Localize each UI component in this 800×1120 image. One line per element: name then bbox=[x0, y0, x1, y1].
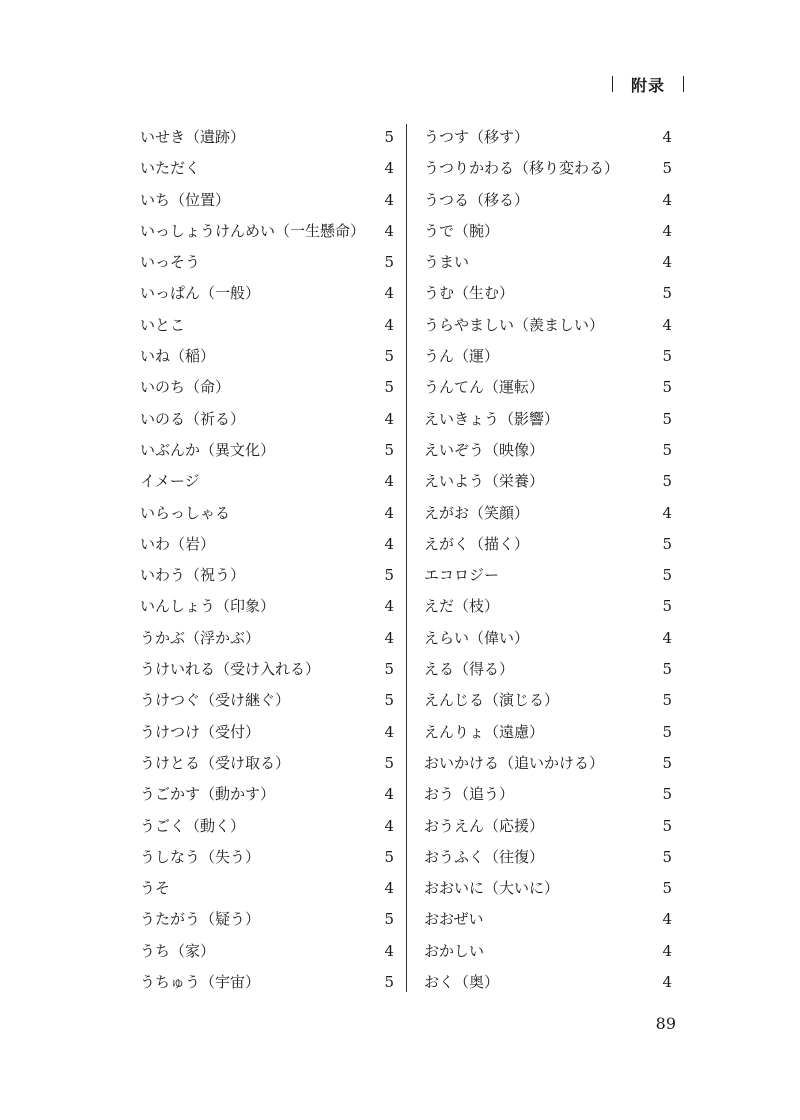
vocab-entry bbox=[140, 811, 394, 842]
vocab-entry bbox=[140, 372, 394, 403]
vocab-word: いとこ bbox=[140, 315, 186, 334]
vocab-level: 4 bbox=[662, 221, 672, 240]
vocab-entry bbox=[424, 153, 672, 184]
vocab-level: 5 bbox=[384, 910, 394, 929]
vocab-level: 5 bbox=[384, 691, 394, 710]
vocab-entry bbox=[424, 811, 672, 842]
vocab-entry bbox=[424, 779, 672, 810]
vocab-level: 5 bbox=[384, 378, 394, 397]
vocab-word: おうえん（応援） bbox=[424, 816, 545, 835]
vocab-entry bbox=[140, 341, 394, 372]
vocab-word: うで（腕） bbox=[424, 221, 500, 240]
vocab-word: うむ（生む） bbox=[424, 284, 515, 303]
vocab-entry bbox=[424, 967, 672, 998]
vocab-entry bbox=[140, 623, 394, 654]
vocab-word: うつす（移す） bbox=[424, 128, 530, 146]
vocab-entry bbox=[140, 748, 394, 779]
vocab-word: うたがう（疑う） bbox=[140, 910, 261, 929]
vocab-level: 5 bbox=[662, 409, 672, 428]
vocab-word: うけとる（受け取る） bbox=[140, 753, 291, 772]
vocab-entry bbox=[424, 654, 672, 685]
vocab-level: 4 bbox=[662, 973, 672, 992]
vocabulary-list-right bbox=[424, 122, 672, 998]
vocab-entry bbox=[140, 779, 394, 810]
vocab-word: おかしい bbox=[424, 941, 485, 960]
vocabulary-list-left bbox=[140, 122, 394, 998]
vocab-level: 5 bbox=[662, 660, 672, 679]
vocab-word: いのち（命） bbox=[140, 378, 231, 397]
vocab-entry bbox=[140, 654, 394, 685]
vocab-entry bbox=[424, 904, 672, 935]
vocab-entry bbox=[424, 122, 672, 153]
vocab-level: 5 bbox=[384, 253, 394, 272]
vocab-word: うつりかわる（移り変わる） bbox=[424, 159, 620, 178]
vocab-word: うけつぐ（受け継ぐ） bbox=[140, 691, 291, 710]
vocab-word: いっぱん（一般） bbox=[140, 284, 261, 303]
vocab-word: うまい bbox=[424, 253, 470, 272]
vocab-word: おく（奥） bbox=[424, 973, 500, 992]
vocab-word: いわ（岩） bbox=[140, 534, 216, 553]
vocab-entry bbox=[424, 278, 672, 309]
vocab-word: えんじる（演じる） bbox=[424, 691, 560, 710]
vocab-word: えんりょ（遠慮） bbox=[424, 722, 545, 741]
vocab-level: 4 bbox=[662, 910, 672, 929]
column-divider bbox=[406, 124, 407, 992]
vocab-entry bbox=[140, 404, 394, 435]
vocab-entry bbox=[424, 936, 672, 967]
vocab-level: 5 bbox=[662, 816, 672, 835]
vocab-word: いっしょうけんめい（一生懸命） bbox=[140, 221, 366, 240]
vocab-entry bbox=[424, 685, 672, 716]
vocab-level: 4 bbox=[384, 472, 394, 491]
vocab-entry bbox=[140, 498, 394, 529]
vocab-level: 4 bbox=[662, 941, 672, 960]
vocab-level: 5 bbox=[384, 660, 394, 679]
vocab-word: うけつけ（受付） bbox=[140, 722, 261, 741]
vocab-entry bbox=[140, 466, 394, 497]
vocab-level: 4 bbox=[384, 221, 394, 240]
vocab-entry bbox=[140, 122, 394, 153]
vocab-entry bbox=[424, 435, 672, 466]
vocab-word: いらっしゃる bbox=[140, 503, 231, 522]
vocab-word: いんしょう（印象） bbox=[140, 597, 276, 616]
vocab-level: 5 bbox=[662, 472, 672, 491]
vocab-level: 5 bbox=[384, 753, 394, 772]
vocab-level: 4 bbox=[662, 503, 672, 522]
vocab-entry bbox=[140, 842, 394, 873]
vocab-word: うごかす（動かす） bbox=[140, 785, 276, 804]
vocab-word: いっそう bbox=[140, 253, 201, 272]
vocab-word: うんてん（運転） bbox=[424, 378, 545, 397]
vocab-level: 5 bbox=[662, 378, 672, 397]
vocab-entry bbox=[140, 717, 394, 748]
vocab-word: うん（運） bbox=[424, 347, 500, 366]
vocab-level: 4 bbox=[384, 159, 394, 178]
vocab-word: いわう（祝う） bbox=[140, 566, 246, 585]
vocab-word: うち（家） bbox=[140, 941, 216, 960]
vocab-word: うけいれる（受け入れる） bbox=[140, 660, 321, 679]
vocab-level: 4 bbox=[384, 315, 394, 334]
vocab-entry bbox=[140, 529, 394, 560]
vocab-entry bbox=[140, 216, 394, 247]
vocab-entry bbox=[140, 685, 394, 716]
vocab-word: えいきょう（影響） bbox=[424, 409, 560, 428]
header-right-rule bbox=[683, 76, 684, 92]
vocab-entry bbox=[424, 404, 672, 435]
vocab-level: 5 bbox=[662, 722, 672, 741]
vocab-level: 4 bbox=[384, 503, 394, 522]
vocab-level: 4 bbox=[662, 628, 672, 647]
vocab-level: 4 bbox=[384, 409, 394, 428]
vocab-word: うちゅう（宇宙） bbox=[140, 973, 261, 992]
header-left-rule bbox=[612, 76, 613, 92]
vocab-entry bbox=[140, 936, 394, 967]
vocab-entry bbox=[424, 498, 672, 529]
vocab-word: うそ bbox=[140, 879, 171, 898]
vocab-level: 5 bbox=[662, 159, 672, 178]
vocab-level: 5 bbox=[662, 347, 672, 366]
vocab-level: 5 bbox=[662, 566, 672, 585]
vocab-level: 5 bbox=[384, 347, 394, 366]
vocab-entry bbox=[140, 560, 394, 591]
vocab-entry bbox=[424, 560, 672, 591]
vocab-level: 5 bbox=[662, 284, 672, 303]
vocab-word: えらい（偉い） bbox=[424, 628, 530, 647]
vocab-word: おいかける（追いかける） bbox=[424, 753, 605, 772]
vocab-word: うつる（移る） bbox=[424, 190, 530, 209]
vocab-word: いただく bbox=[140, 159, 201, 178]
vocab-entry bbox=[424, 623, 672, 654]
vocab-level: 4 bbox=[384, 190, 394, 209]
vocab-level: 5 bbox=[662, 597, 672, 616]
running-header bbox=[612, 72, 684, 96]
vocab-word: いち（位置） bbox=[140, 190, 231, 209]
vocab-entry bbox=[424, 748, 672, 779]
vocab-entry bbox=[424, 247, 672, 278]
vocab-entry bbox=[424, 185, 672, 216]
vocab-level: 5 bbox=[384, 973, 394, 992]
vocab-level: 4 bbox=[384, 284, 394, 303]
vocab-word: イメージ bbox=[140, 472, 200, 491]
vocab-word: うしなう（失う） bbox=[140, 847, 261, 866]
vocab-word: いせき（遺跡） bbox=[140, 128, 246, 146]
vocab-level: 5 bbox=[662, 753, 672, 772]
vocab-entry bbox=[140, 153, 394, 184]
vocab-level: 5 bbox=[662, 879, 672, 898]
vocab-word: うごく（動く） bbox=[140, 816, 246, 835]
vocab-word: いのる（祈る） bbox=[140, 409, 246, 428]
vocab-level: 4 bbox=[384, 722, 394, 741]
vocab-level: 5 bbox=[662, 691, 672, 710]
vocab-word: エコロジー bbox=[424, 566, 500, 585]
vocab-entry bbox=[424, 842, 672, 873]
vocab-word: える（得る） bbox=[424, 660, 515, 679]
vocab-word: えだ（枝） bbox=[424, 597, 500, 616]
vocab-entry bbox=[140, 967, 394, 998]
vocab-level: 4 bbox=[384, 941, 394, 960]
vocab-level: 5 bbox=[384, 566, 394, 585]
vocab-entry bbox=[424, 310, 672, 341]
vocab-entry bbox=[424, 529, 672, 560]
vocab-level: 4 bbox=[662, 253, 672, 272]
vocab-word: えがく（描く） bbox=[424, 534, 530, 553]
vocab-entry bbox=[424, 372, 672, 403]
vocab-word: うかぶ（浮かぶ） bbox=[140, 628, 261, 647]
vocab-word: えがお（笑顔） bbox=[424, 503, 530, 522]
vocab-level: 4 bbox=[384, 785, 394, 804]
vocab-word: えいよう（栄養） bbox=[424, 472, 545, 491]
vocab-level: 4 bbox=[384, 879, 394, 898]
vocab-word: おうふく（往復） bbox=[424, 847, 545, 866]
vocab-entry bbox=[424, 341, 672, 372]
vocab-word: おおぜい bbox=[424, 910, 484, 929]
vocab-entry bbox=[140, 278, 394, 309]
vocab-entry bbox=[424, 873, 672, 904]
header-title: 附录 bbox=[631, 75, 666, 95]
vocab-word: おおいに（大いに） bbox=[424, 879, 560, 898]
vocab-word: うらやましい（羨ましい） bbox=[424, 315, 605, 334]
vocab-level: 4 bbox=[384, 816, 394, 835]
vocab-level: 5 bbox=[662, 847, 672, 866]
vocab-entry bbox=[424, 466, 672, 497]
vocab-level: 5 bbox=[384, 847, 394, 866]
vocab-entry bbox=[140, 591, 394, 622]
vocab-word: えいぞう（映像） bbox=[424, 440, 545, 459]
vocab-entry bbox=[140, 904, 394, 935]
vocab-entry bbox=[424, 216, 672, 247]
vocab-level: 5 bbox=[662, 534, 672, 553]
page-number: 89 bbox=[655, 1014, 676, 1033]
vocab-level: 5 bbox=[384, 128, 394, 146]
vocab-level: 4 bbox=[662, 128, 672, 146]
vocab-entry bbox=[424, 717, 672, 748]
vocab-word: いね（稲） bbox=[140, 347, 216, 366]
vocab-entry bbox=[424, 591, 672, 622]
vocab-level: 5 bbox=[662, 785, 672, 804]
vocab-level: 5 bbox=[384, 440, 394, 459]
vocab-entry bbox=[140, 310, 394, 341]
vocab-level: 4 bbox=[384, 534, 394, 553]
vocab-level: 4 bbox=[662, 315, 672, 334]
vocab-entry bbox=[140, 435, 394, 466]
vocab-word: おう（追う） bbox=[424, 785, 515, 804]
vocab-level: 5 bbox=[662, 440, 672, 459]
vocab-level: 4 bbox=[662, 190, 672, 209]
vocab-word: いぶんか（異文化） bbox=[140, 440, 276, 459]
vocab-entry bbox=[140, 185, 394, 216]
vocab-level: 4 bbox=[384, 597, 394, 616]
vocab-entry bbox=[140, 247, 394, 278]
vocab-entry bbox=[140, 873, 394, 904]
vocab-level: 4 bbox=[384, 628, 394, 647]
